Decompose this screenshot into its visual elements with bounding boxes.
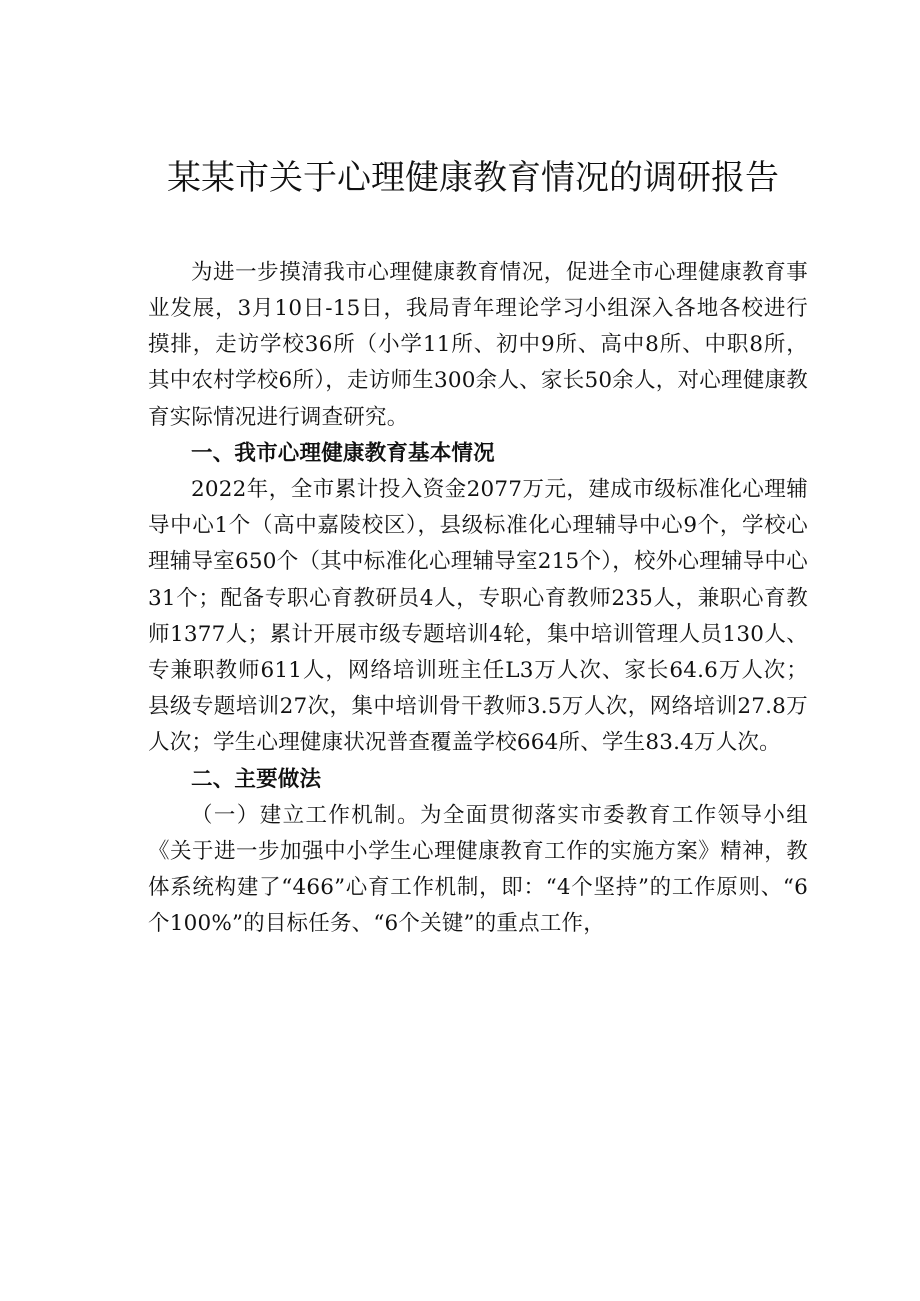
- section-1-paragraph: 2022年，全市累计投入资金2077万元，建成市级标准化心理辅导中心1个（高中嘉陵校区），县级标准化心理辅导中心9个，学校心理辅导室650个（其中标准化心理辅导室215个），校外心理辅导中心31个；配备专职心育教研员4人，专职心育教师235人，兼职心育教师1377人；累计开展市级专题培训4轮，集中培训管理人员130人、专兼职教师611人，网络培训班主任L3万人次、家长64.6万人次；县级专题培训27次，集中培训骨干教师3.5万人次，网络培训27.8万人次；学生心理健康状况普查覆盖学校664所、学生83.4万人次。: [148, 477, 808, 756]
- section-1-heading: 一、我市心理健康教育基本情况: [191, 440, 495, 466]
- document-title: 某某市关于心理健康教育情况的调研报告: [167, 158, 779, 198]
- intro-paragraph: 为进一步摸清我市心理健康教育情况，促进全市心理健康教育事业发展，3月10日-15日，我局青年理论学习小组深入各地各校进行摸排，走访学校36所（小学11所、初中9所、高中8所、中职8所，其中农村学校6所），走访师生300余人、家长50余人，对心理健康教育实际情况进行调查研究。: [148, 259, 808, 430]
- section-2-heading: 二、主要做法: [191, 766, 322, 792]
- section-2-paragraph: （一）建立工作机制。为全面贯彻落实市委教育工作领导小组《关于进一步加强中小学生心理健康教育工作的实施方案》精神，教体系统构建了“466”心育工作机制，即：“4个坚持”的工作原则、“6个100%”的目标任务、“6个关键”的重点工作，: [148, 802, 808, 937]
